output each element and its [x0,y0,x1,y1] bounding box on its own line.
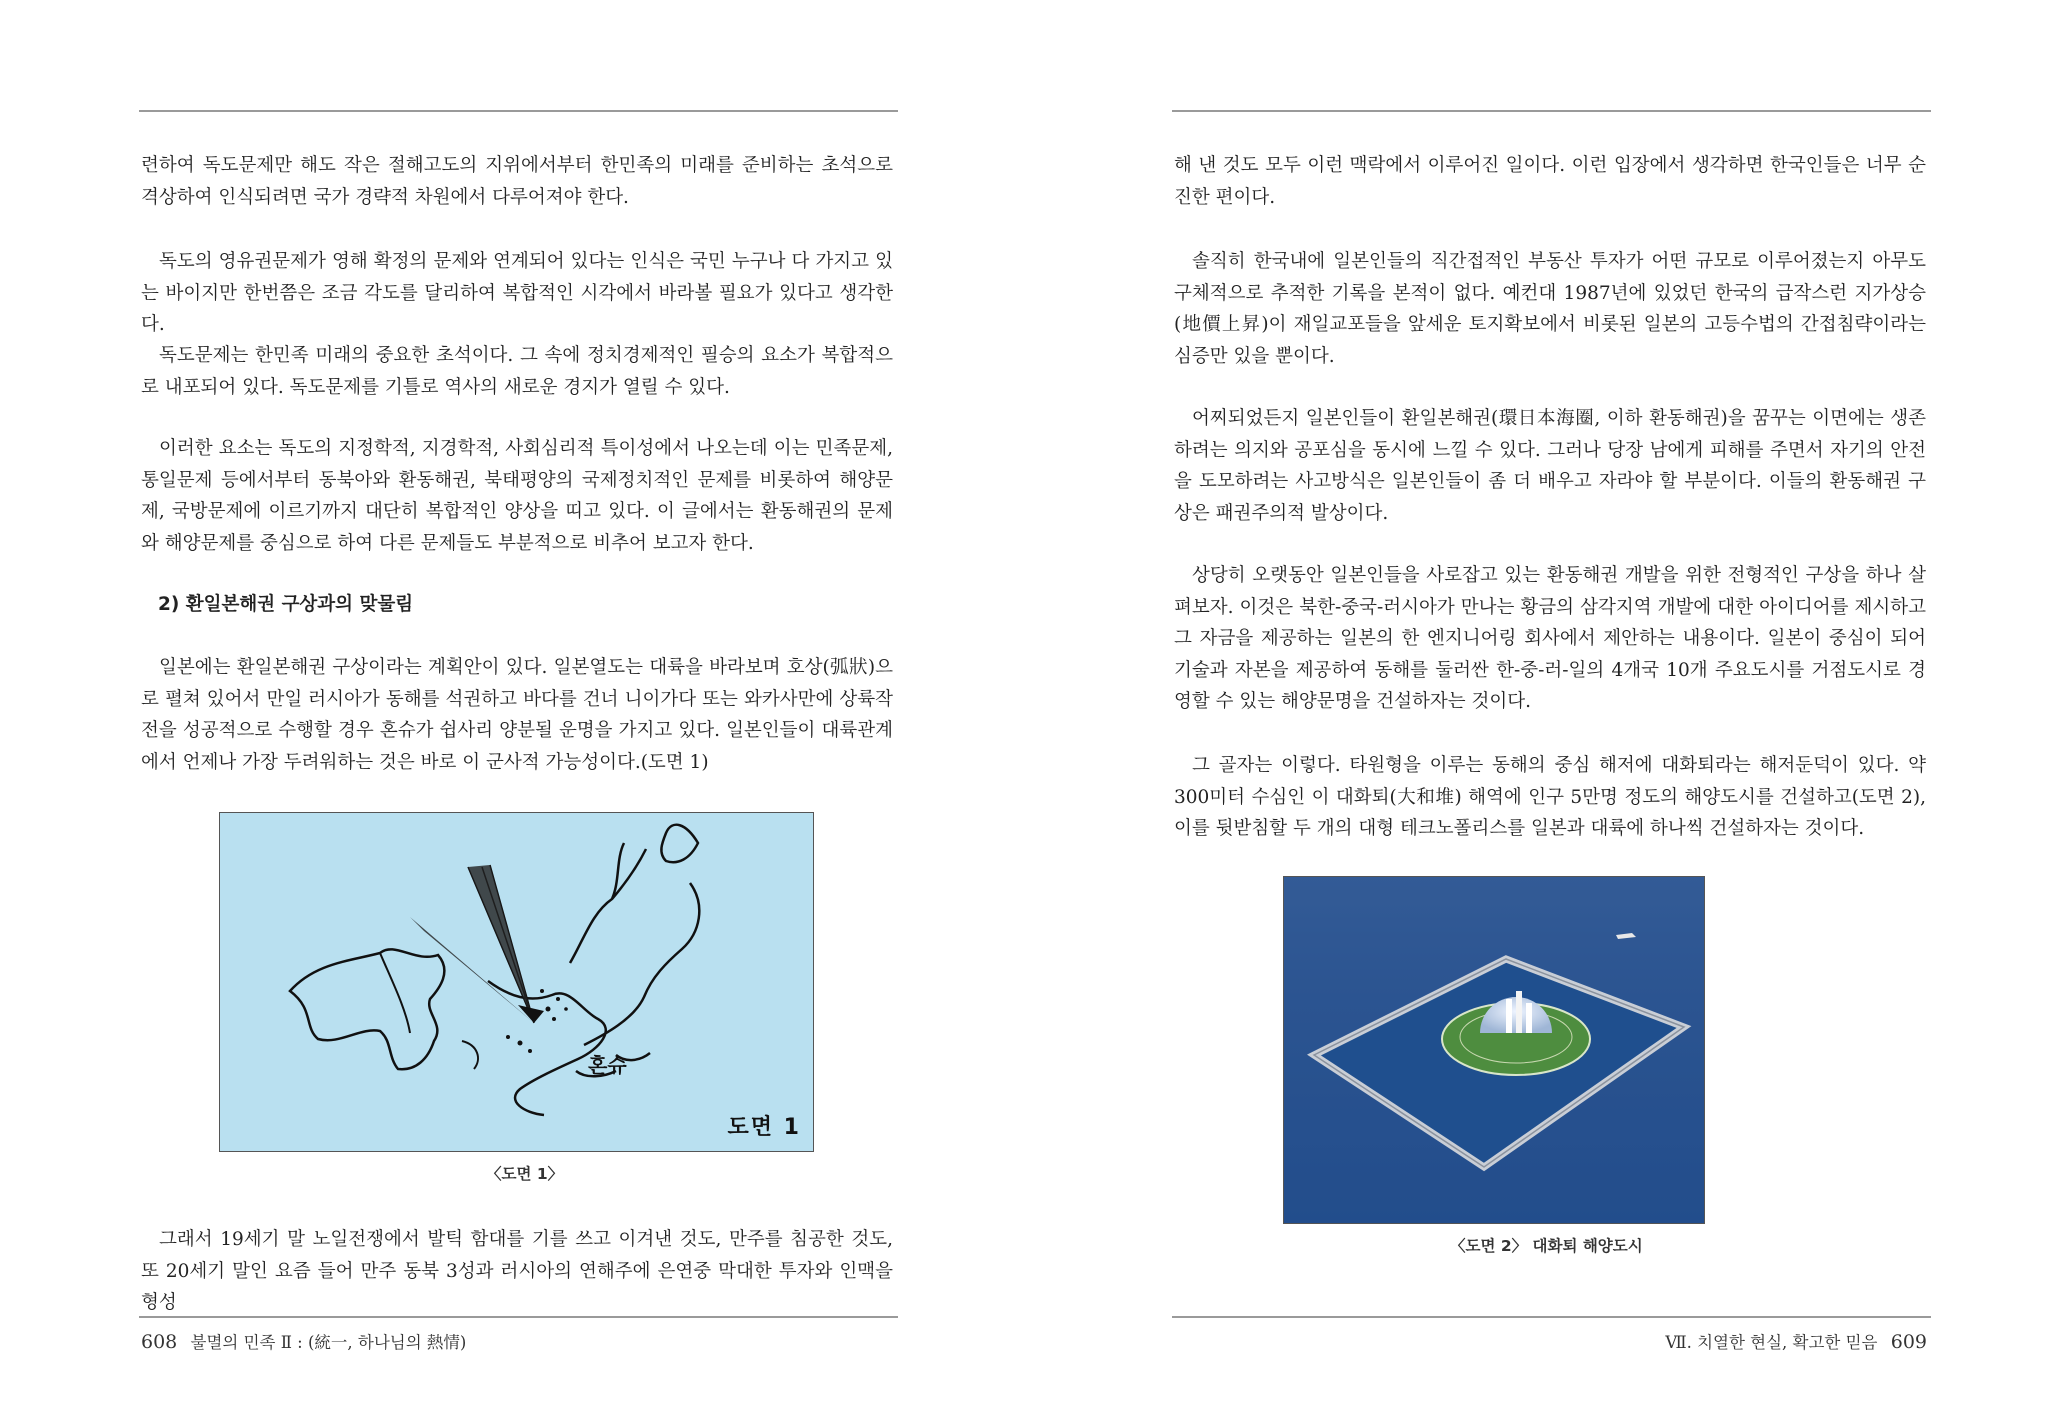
paragraph-text: 독도문제는 한민족 미래의 중요한 초석이다. 그 속에 정치경제적인 필승의 요소가 복합적으로 내포되어 있다. 독도문제를 기틀로 역사의 새로운 경지가 열릴 수 있다. [141,345,893,398]
paragraph [141,246,893,341]
paragraph-text: 어찌되었든지 일본인들이 환일본해권(環日本海圈, 이하 환동해권)을 꿈꾸는 이면에는 생존하려는 의지와 공포심을 동시에 느낄 수 있다. 그러나 당장 남에게 피해를 주면서 자기의 안전을 도모하려는 사고방식은 일본인들이 좀 더 배우고 자라야 할 부분이다. 이들의 환동해권 구상은 패권주의적 발상이다. [1174,408,1926,524]
paragraph [1174,750,1926,845]
paragraph [1174,246,1926,372]
paragraph [141,150,893,213]
paragraph-text: 일본에는 환일본해권 구상이라는 계획안이 있다. 일본열도는 대륙을 바라보며 호상(弧狀)으로 펼쳐 있어서 만일 러시아가 동해를 석권하고 바다를 건너 니이가다 또는 와카사만에 상륙작전을 성공적으로 수행할 경우 혼슈가 쉽사리 양분될 운명을 가지고 있다. 일본인들이 대륙관계에서 언제나 가장 두려워하는 것은 바로 이 군사적 가능성이다.(도면 1) [141,657,893,773]
bottom-rule [1172,1316,1931,1318]
figure-inset-label: 도면 1 [727,1115,801,1140]
running-title: 불멸의 민족 Ⅱ : (統一, 하나님의 熱情) [190,1333,467,1352]
paragraph [141,433,893,559]
map-label-honshu: 혼슈 [588,1053,627,1077]
paragraph-text: 련하여 독도문제만 해도 작은 절해고도의 지위에서부터 한민족의 미래를 준비하는 초석으로 격상하여 인식되려면 국가 경략적 차원에서 다루어져야 한다. [141,155,893,208]
paragraph-text: 솔직히 한국내에 일본인들의 직간접적인 부동산 투자가 어떤 규모로 이루어졌는지 아무도 구체적으로 추적한 기록을 본적이 없다. 예컨대 1987년에 있었던 한국의 급작스런 지가상승(地價上昇)이 재일교포들을 앞세운 토지확보에서 비롯된 일본의 고등수법의 간접침략이라는 심증만 있을 뿐이다. [1174,251,1926,367]
page-number: 609 [1890,1331,1927,1353]
paragraph [1174,403,1926,529]
paragraph [141,1224,893,1319]
paragraph [1174,560,1926,718]
paragraph-text: 상당히 오랫동안 일본인들을 사로잡고 있는 환동해권 개발을 위한 전형적인 구상을 하나 살펴보자. 이것은 북한-중국-러시아가 만나는 황금의 삼각지역 개발에 대한 아이디어를 제시하고 그 자금을 제공하는 일본의 한 엔지니어링 회사에서 제안하는 내용이다. 일본이 중심이 되어 기술과 자본을 제공하여 동해를 둘러싼 한-중-러-일의 4개국 10개 주요도시를 거점도시로 경영할 수 있는 해양문명을 건설하자는 것이다. [1174,565,1926,712]
paragraph-text: 독도의 영유권문제가 영해 확정의 문제와 연계되어 있다는 인식은 국민 누구나 다 가지고 있는 바이지만 한번쯤은 조금 각도를 달리하여 복합적인 시각에서 바라볼 필요가 있다고 생각한다. [141,251,893,335]
bottom-rule [139,1316,898,1318]
page-number: 608 [141,1331,178,1353]
figure-1-caption: 〈도면 1〉 [486,1165,564,1183]
paragraph-text: 그 골자는 이렇다. 타원형을 이루는 동해의 중심 해저에 대화퇴라는 해저둔덕이 있다. 약 300미터 수심인 이 대화퇴(大和堆) 해역에 인구 5만명 정도의 해양도시를 건설하고(도면 2), 이를 뒷받침할 두 개의 대형 테크노폴리스를 일본과 대륙에 하나씩 건설하자는 것이다. [1174,755,1926,839]
paragraph-text: 해 낸 것도 모두 이런 맥락에서 이루어진 일이다. 이런 입장에서 생각하면 한국인들은 너무 순진한 편이다. [1174,155,1926,208]
top-rule [1172,110,1931,112]
right-page [1024,0,2048,1414]
footer [141,1329,466,1353]
figure-1-map [219,812,814,1152]
paragraph [141,652,893,778]
paragraph-text: 그래서 19세기 말 노일전쟁에서 발틱 함대를 기를 쓰고 이겨낸 것도, 만주를 침공한 것도, 또 20세기 말인 요즘 들어 만주 동북 3성과 러시아의 연해주에 은연중 막대한 투자와 인맥을 형성 [141,1229,893,1313]
figure-2-caption: 〈도면 2〉 대화퇴 해양도시 [1450,1237,1643,1255]
ocean-city-illustration [1284,877,1704,1223]
paragraph [1174,150,1926,213]
section-heading: 2) 환일본해권 구상과의 맞물림 [158,594,414,615]
running-title: Ⅶ. 치열한 현실, 확고한 믿음 [1665,1333,1878,1352]
figure-2-ocean-city [1283,876,1705,1224]
footer [1665,1329,1927,1353]
paragraph [141,340,893,403]
top-rule [139,110,898,112]
east-asia-map-illustration [220,813,813,1151]
paragraph-text: 이러한 요소는 독도의 지정학적, 지경학적, 사회심리적 특이성에서 나오는데 이는 민족문제, 통일문제 등에서부터 동북아와 환동해권, 북태평양의 국제정치적인 문제를 비롯하여 해양문제, 국방문제에 이르기까지 대단히 복합적인 양상을 띠고 있다. 이 글에서는 환동해권의 문제와 해양문제를 중심으로 하여 다른 문제들도 부분적으로 비추어 보고자 한다. [141,438,893,554]
